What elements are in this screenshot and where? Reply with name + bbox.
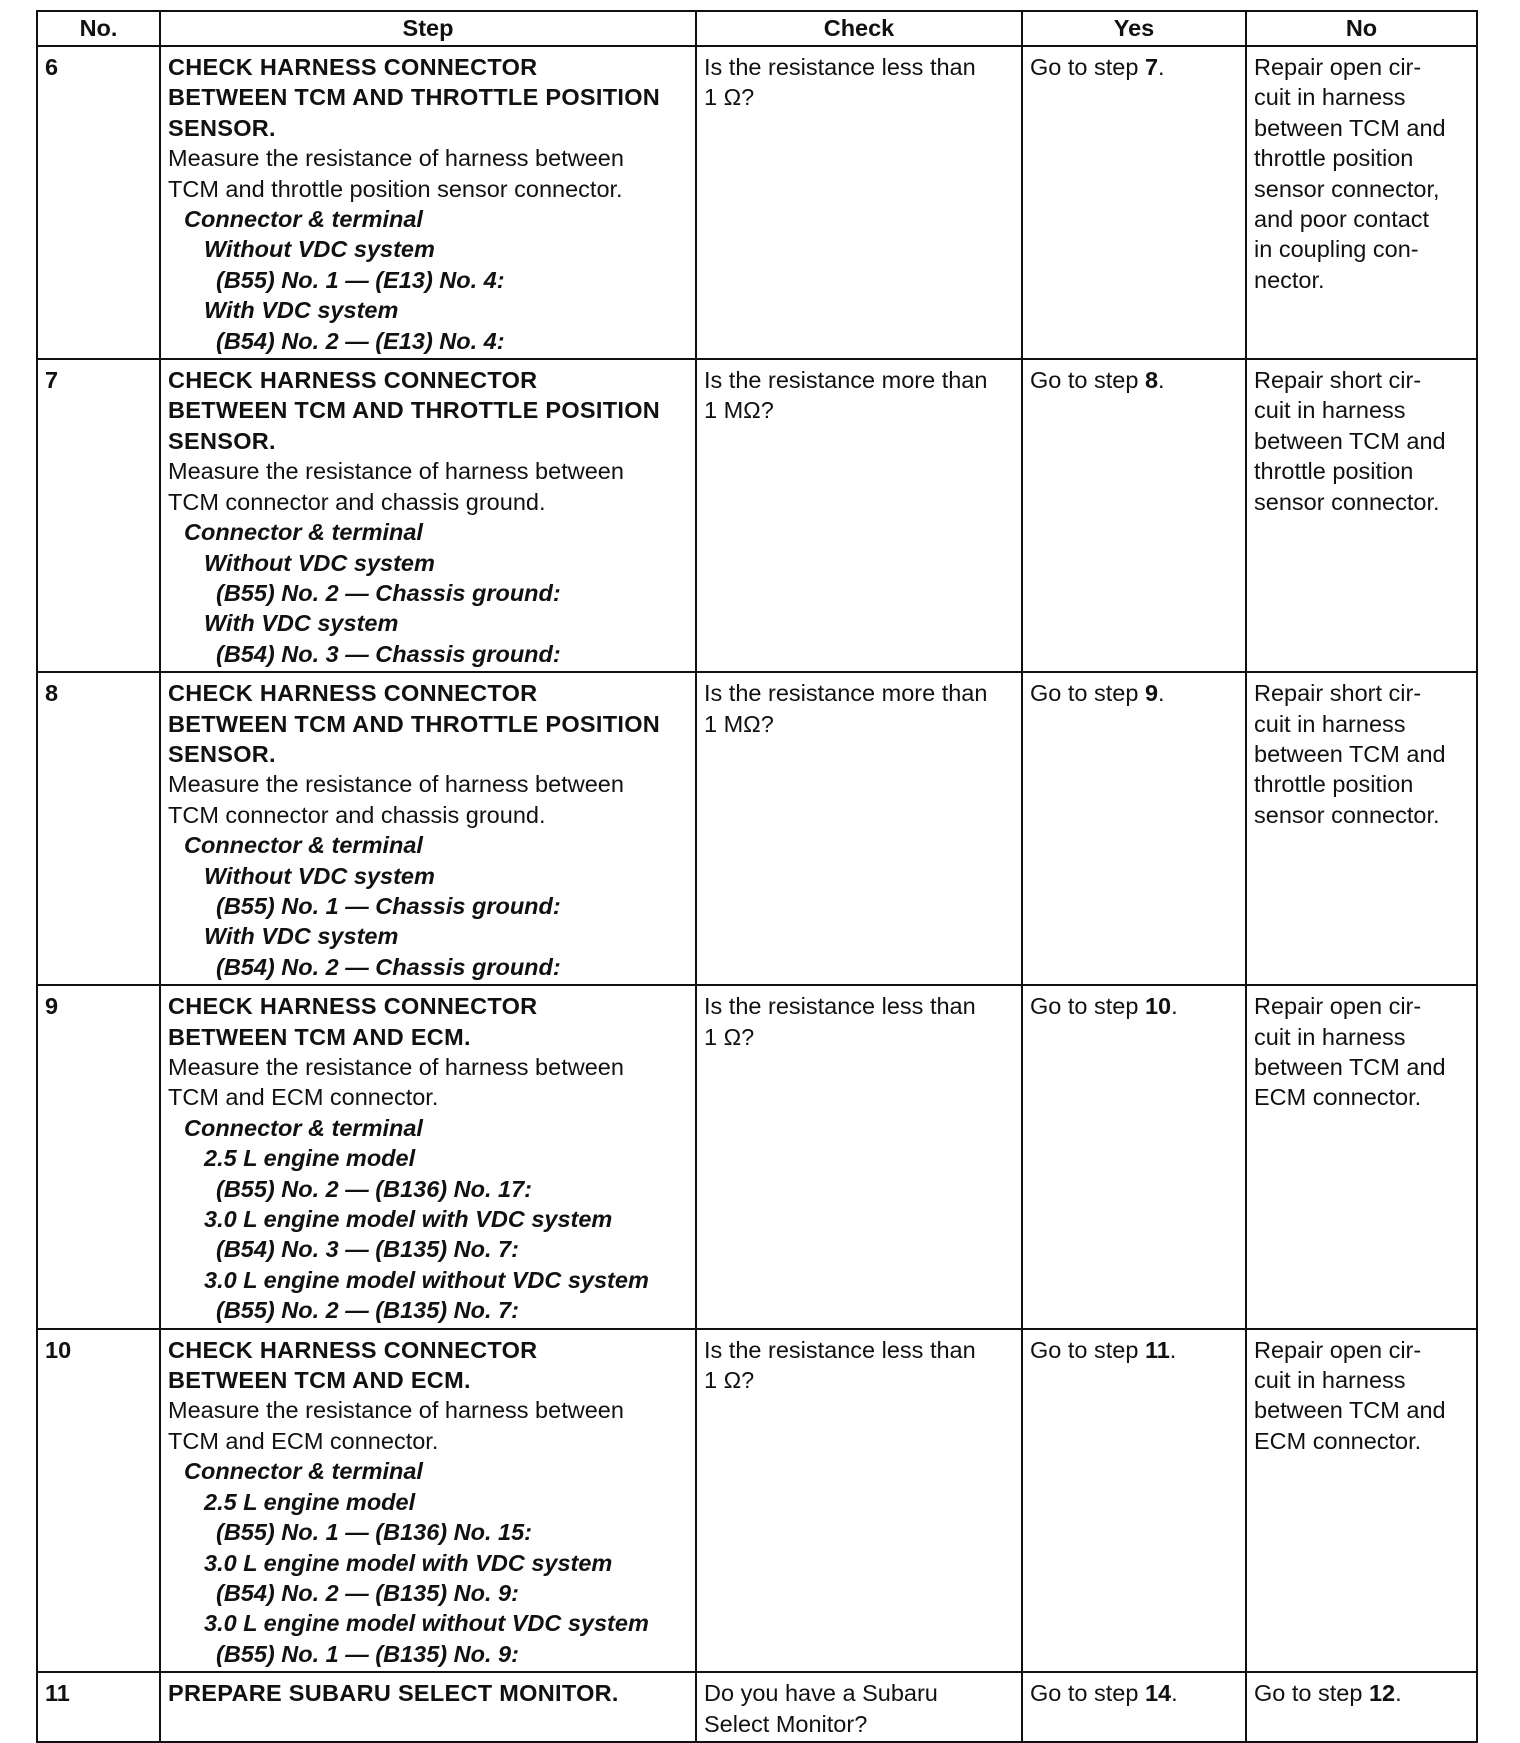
step-cell bbox=[160, 672, 696, 985]
yes-action-prefix: Go to step bbox=[1030, 680, 1145, 707]
no-action-line: cuit in harness bbox=[1254, 397, 1406, 424]
step-cell bbox=[160, 1672, 696, 1742]
step-title-line: SENSOR. bbox=[168, 114, 276, 141]
yes-step-ref: 7 bbox=[1144, 54, 1159, 80]
no-step-ref: 12 bbox=[1368, 1680, 1396, 1707]
connector-spec-line: 3.0 L engine model without VDC system bbox=[204, 1266, 649, 1293]
step-title-line: CHECK HARNESS CONNECTOR bbox=[168, 680, 538, 707]
no-action-line: throttle position bbox=[1254, 145, 1414, 172]
no-action-line: Repair open cir- bbox=[1254, 993, 1422, 1020]
no-action-line: Repair short cir- bbox=[1254, 367, 1422, 394]
table-row bbox=[37, 1672, 1477, 1742]
no-action-prefix: Go to step bbox=[1254, 1680, 1369, 1707]
check-question-line: 1 Ω? bbox=[704, 84, 755, 111]
step-title-line: SENSOR. bbox=[168, 740, 276, 767]
table-row bbox=[37, 1329, 1477, 1672]
connector-spec-line: (B54) No. 3 — (B135) No. 7: bbox=[216, 1236, 519, 1263]
connector-spec-line: (B54) No. 2 — Chassis ground: bbox=[216, 953, 561, 980]
header-check: Check bbox=[696, 11, 1022, 46]
connector-spec-line: Connector & terminal bbox=[184, 206, 423, 233]
connector-spec-line: 3.0 L engine model with VDC system bbox=[204, 1549, 613, 1576]
step-description-line: Measure the resistance of harness between bbox=[168, 145, 624, 172]
table-body bbox=[37, 46, 1477, 1742]
check-question-line: Do you have a Subaru bbox=[704, 1680, 938, 1707]
no-action-line: in coupling con- bbox=[1254, 236, 1419, 263]
yes-action-prefix: Go to step bbox=[1030, 54, 1145, 80]
yes-cell bbox=[1022, 46, 1246, 359]
yes-action-suffix: . bbox=[1171, 1680, 1178, 1707]
check-cell bbox=[696, 46, 1022, 359]
yes-step-ref: 11 bbox=[1144, 1336, 1170, 1363]
connector-spec-line: (B54) No. 3 — Chassis ground: bbox=[216, 640, 561, 667]
step-description-line: Measure the resistance of harness between bbox=[168, 1397, 624, 1424]
connector-spec-line: Connector & terminal bbox=[184, 519, 423, 546]
yes-cell bbox=[1022, 672, 1246, 985]
header-yes: Yes bbox=[1022, 11, 1246, 46]
step-title-line: BETWEEN TCM AND ECM. bbox=[168, 1023, 471, 1050]
table-row bbox=[37, 672, 1477, 985]
connector-spec-line: (B54) No. 2 — (E13) No. 4: bbox=[216, 327, 505, 354]
header-step: Step bbox=[160, 11, 696, 46]
connector-spec-line: (B55) No. 1 — Chassis ground: bbox=[216, 892, 561, 919]
no-cell bbox=[1246, 1672, 1477, 1742]
step-title-line: BETWEEN TCM AND THROTTLE POSITION bbox=[168, 397, 661, 424]
connector-spec-line: 3.0 L engine model without VDC system bbox=[204, 1610, 649, 1637]
table-row bbox=[37, 359, 1477, 672]
step-number: 6 bbox=[37, 46, 160, 359]
no-action-line: between TCM and bbox=[1254, 1397, 1446, 1424]
no-action-suffix: . bbox=[1395, 1680, 1402, 1707]
no-action-line: cuit in harness bbox=[1254, 1367, 1406, 1394]
check-question-line: Is the resistance less than bbox=[704, 993, 976, 1020]
header-no: No. bbox=[37, 11, 160, 46]
yes-cell bbox=[1022, 359, 1246, 672]
check-question-line: 1 MΩ? bbox=[704, 710, 774, 737]
no-action-line: cuit in harness bbox=[1254, 710, 1406, 737]
step-title-line: CHECK HARNESS CONNECTOR bbox=[168, 993, 538, 1020]
connector-spec-line: 2.5 L engine model bbox=[204, 1145, 416, 1172]
no-action-line: cuit in harness bbox=[1254, 1023, 1406, 1050]
step-description-line: TCM and throttle position sensor connector. bbox=[168, 175, 623, 202]
step-cell bbox=[160, 985, 696, 1328]
header-row bbox=[37, 11, 1477, 46]
yes-cell bbox=[1022, 985, 1246, 1328]
yes-action-suffix: . bbox=[1171, 993, 1178, 1020]
check-cell bbox=[696, 359, 1022, 672]
yes-step-ref: 14 bbox=[1144, 1680, 1172, 1707]
connector-spec-line: With VDC system bbox=[204, 297, 399, 324]
step-description-line: TCM and ECM connector. bbox=[168, 1427, 439, 1454]
header-no-result: No bbox=[1246, 11, 1477, 46]
yes-step-ref: 9 bbox=[1144, 680, 1159, 707]
no-action-line: Repair open cir- bbox=[1254, 1336, 1422, 1363]
no-cell bbox=[1246, 672, 1477, 985]
step-number: 7 bbox=[37, 359, 160, 672]
step-description-line: Measure the resistance of harness between bbox=[168, 458, 624, 485]
step-title-line: BETWEEN TCM AND THROTTLE POSITION bbox=[168, 84, 661, 111]
no-action-line: cuit in harness bbox=[1254, 84, 1406, 111]
no-cell bbox=[1246, 985, 1477, 1328]
check-cell bbox=[696, 672, 1022, 985]
step-title-line: CHECK HARNESS CONNECTOR bbox=[168, 367, 538, 394]
connector-spec-line: (B55) No. 1 — (B135) No. 9: bbox=[216, 1640, 519, 1667]
step-cell bbox=[160, 46, 696, 359]
connector-spec-line: Connector & terminal bbox=[184, 1458, 423, 1485]
no-action-line: sensor connector. bbox=[1254, 488, 1440, 515]
connector-spec-line: (B55) No. 2 — (B136) No. 17: bbox=[216, 1175, 533, 1202]
connector-spec-line: Without VDC system bbox=[204, 549, 435, 576]
connector-spec-line: (B54) No. 2 — (B135) No. 9: bbox=[216, 1579, 519, 1606]
connector-spec-line: Connector & terminal bbox=[184, 1114, 423, 1141]
connector-spec-line: (B55) No. 2 — Chassis ground: bbox=[216, 579, 561, 606]
check-cell bbox=[696, 1672, 1022, 1742]
step-number: 9 bbox=[37, 985, 160, 1328]
check-cell bbox=[696, 985, 1022, 1328]
step-description-line: Measure the resistance of harness between bbox=[168, 1054, 624, 1080]
check-cell bbox=[696, 1329, 1022, 1672]
step-cell bbox=[160, 359, 696, 672]
step-cell bbox=[160, 1329, 696, 1672]
step-title-line: BETWEEN TCM AND ECM. bbox=[168, 1367, 471, 1394]
no-action-line: between TCM and bbox=[1254, 427, 1446, 454]
no-action-line: Repair open cir- bbox=[1254, 54, 1422, 80]
yes-action-prefix: Go to step bbox=[1030, 367, 1145, 394]
step-number: 10 bbox=[37, 1329, 160, 1672]
no-action-line: sensor connector. bbox=[1254, 801, 1440, 828]
step-description-line: TCM connector and chassis ground. bbox=[168, 801, 546, 828]
connector-spec-line: Without VDC system bbox=[204, 862, 435, 889]
check-question-line: Is the resistance less than bbox=[704, 1336, 976, 1363]
connector-spec-line: (B55) No. 1 — (E13) No. 4: bbox=[216, 266, 505, 293]
connector-spec-line: With VDC system bbox=[204, 923, 399, 950]
yes-action-suffix: . bbox=[1158, 54, 1165, 80]
connector-spec-line: (B55) No. 1 — (B136) No. 15: bbox=[216, 1519, 533, 1546]
no-action-line: nector. bbox=[1254, 266, 1325, 293]
check-question-line: Is the resistance less than bbox=[704, 54, 976, 80]
check-question-line: Is the resistance more than bbox=[704, 680, 988, 707]
step-number: 8 bbox=[37, 672, 160, 985]
connector-spec-line: With VDC system bbox=[204, 610, 399, 637]
check-question-line: Is the resistance more than bbox=[704, 367, 988, 394]
connector-spec-line: Connector & terminal bbox=[184, 832, 423, 859]
step-description-line: Measure the resistance of harness between bbox=[168, 771, 624, 798]
no-action-line: Repair short cir- bbox=[1254, 680, 1422, 707]
table-row bbox=[37, 46, 1477, 359]
step-description-line: TCM and ECM connector. bbox=[168, 1084, 439, 1111]
no-action-line: throttle position bbox=[1254, 458, 1414, 485]
yes-cell bbox=[1022, 1672, 1246, 1742]
yes-action-suffix: . bbox=[1158, 680, 1165, 707]
step-title-line: BETWEEN TCM AND THROTTLE POSITION bbox=[168, 710, 661, 737]
yes-action-suffix: . bbox=[1169, 1336, 1177, 1363]
yes-step-ref: 8 bbox=[1144, 367, 1159, 394]
no-action-line: between TCM and bbox=[1254, 1054, 1446, 1080]
yes-cell bbox=[1022, 1329, 1246, 1672]
connector-spec-line: Without VDC system bbox=[204, 236, 435, 263]
connector-spec-line: 2.5 L engine model bbox=[204, 1488, 416, 1515]
no-action-line: ECM connector. bbox=[1254, 1427, 1422, 1454]
check-question-line: 1 MΩ? bbox=[704, 397, 774, 424]
check-question-line: 1 Ω? bbox=[704, 1023, 755, 1050]
no-action-line: sensor connector, bbox=[1254, 175, 1440, 202]
diagnostic-table bbox=[36, 10, 1478, 1743]
no-action-line: throttle position bbox=[1254, 771, 1414, 798]
check-question-line: 1 Ω? bbox=[704, 1367, 755, 1394]
step-title-line: CHECK HARNESS CONNECTOR bbox=[168, 1336, 538, 1363]
yes-action-prefix: Go to step bbox=[1030, 993, 1145, 1020]
no-action-line: between TCM and bbox=[1254, 114, 1446, 141]
check-question-line: Select Monitor? bbox=[704, 1710, 868, 1737]
step-title-line: CHECK HARNESS CONNECTOR bbox=[168, 54, 538, 80]
no-cell bbox=[1246, 1329, 1477, 1672]
step-number: 11 bbox=[37, 1672, 160, 1742]
step-description-line: TCM connector and chassis ground. bbox=[168, 488, 546, 515]
yes-step-ref: 10 bbox=[1144, 993, 1172, 1020]
no-cell bbox=[1246, 46, 1477, 359]
no-action-line: between TCM and bbox=[1254, 740, 1446, 767]
table-row bbox=[37, 985, 1477, 1328]
step-title-line: PREPARE SUBARU SELECT MONITOR. bbox=[168, 1680, 619, 1707]
connector-spec-line: 3.0 L engine model with VDC system bbox=[204, 1206, 613, 1233]
no-action-line: ECM connector. bbox=[1254, 1084, 1422, 1111]
no-action-line: and poor contact bbox=[1254, 206, 1430, 233]
connector-spec-line: (B55) No. 2 — (B135) No. 7: bbox=[216, 1297, 519, 1324]
no-cell bbox=[1246, 359, 1477, 672]
yes-action-prefix: Go to step bbox=[1030, 1680, 1145, 1707]
step-title-line: SENSOR. bbox=[168, 427, 276, 454]
yes-action-prefix: Go to step bbox=[1030, 1336, 1145, 1363]
yes-action-suffix: . bbox=[1158, 367, 1165, 394]
